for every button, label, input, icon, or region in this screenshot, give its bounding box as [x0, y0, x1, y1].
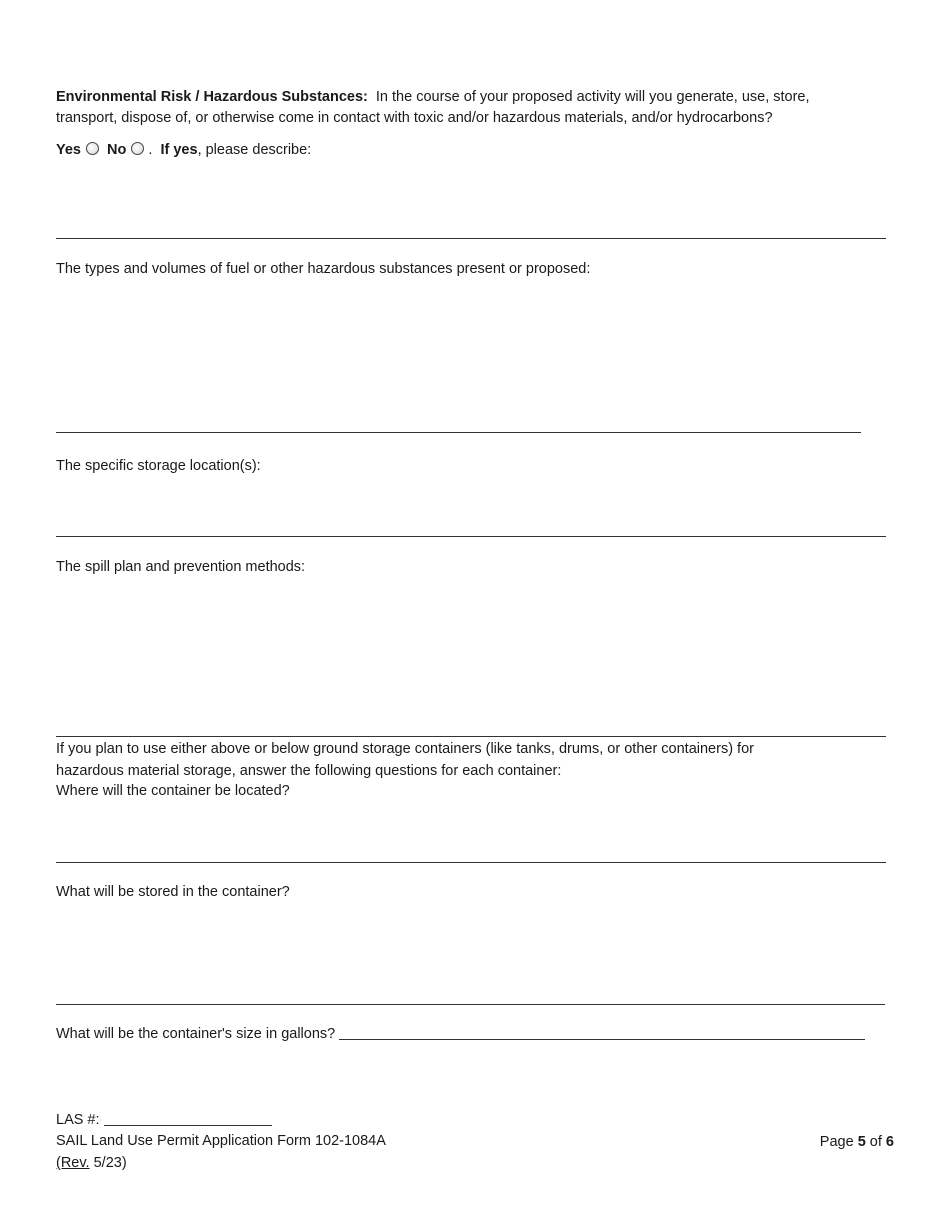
- env-question-text-1: In the course of your proposed activity will you generate, use, store,: [375, 89, 810, 105]
- spill-plan-label: The spill plan and prevention methods:: [56, 559, 306, 575]
- container-size-label: What will be the container's size in gallons?: [56, 1026, 336, 1042]
- container-location-line[interactable]: [56, 862, 886, 863]
- env-describe-line[interactable]: [56, 238, 886, 239]
- if-yes-label: If yes: [160, 142, 198, 158]
- describe-text: , please describe:: [197, 142, 312, 158]
- las-row: [56, 1111, 272, 1128]
- container-contents-label: What will be stored in the container?: [56, 884, 290, 900]
- types-volumes-line[interactable]: [56, 432, 861, 433]
- page-current: 5: [857, 1134, 866, 1150]
- page-total: 6: [885, 1134, 894, 1150]
- rev-label: (Rev.: [56, 1155, 90, 1171]
- container-contents-line[interactable]: [56, 1004, 885, 1005]
- env-question-text-2: transport, dispose of, or otherwise come in contact with toxic and/or hazardous materials, and/or hydrocarbons?: [56, 110, 773, 126]
- las-label: LAS #:: [56, 1112, 100, 1128]
- revision-row: [56, 1155, 127, 1171]
- page-number: [820, 1134, 894, 1150]
- page-of: of: [869, 1134, 882, 1150]
- spill-plan-line[interactable]: [56, 736, 886, 737]
- container-size-field[interactable]: [339, 1025, 865, 1040]
- storage-location-line[interactable]: [56, 536, 886, 537]
- yes-label: Yes: [56, 142, 81, 158]
- env-question-line1: [56, 89, 810, 105]
- types-volumes-label: The types and volumes of fuel or other hazardous substances present or proposed:: [56, 261, 591, 277]
- no-radio[interactable]: [131, 142, 144, 155]
- container-size-row: [56, 1025, 865, 1042]
- rev-value: 5/23): [93, 1155, 127, 1171]
- no-label: No: [107, 142, 127, 158]
- yes-no-row: Yes No . If yes, please describe:: [56, 142, 312, 158]
- env-heading: Environmental Risk / Hazardous Substances:: [56, 89, 368, 105]
- container-location-label: Where will the container be located?: [56, 783, 290, 799]
- page-prefix: Page: [819, 1134, 854, 1150]
- las-number-field[interactable]: [104, 1111, 272, 1126]
- form-title: SAIL Land Use Permit Application Form 102-1084A: [56, 1133, 386, 1149]
- containers-intro-line2: hazardous material storage, answer the following questions for each container:: [56, 763, 562, 779]
- containers-intro-line1: If you plan to use either above or below ground storage containers (like tanks, drums, or other containers) for: [56, 741, 754, 757]
- storage-location-label: The specific storage location(s):: [56, 458, 261, 474]
- yes-radio[interactable]: [86, 142, 99, 155]
